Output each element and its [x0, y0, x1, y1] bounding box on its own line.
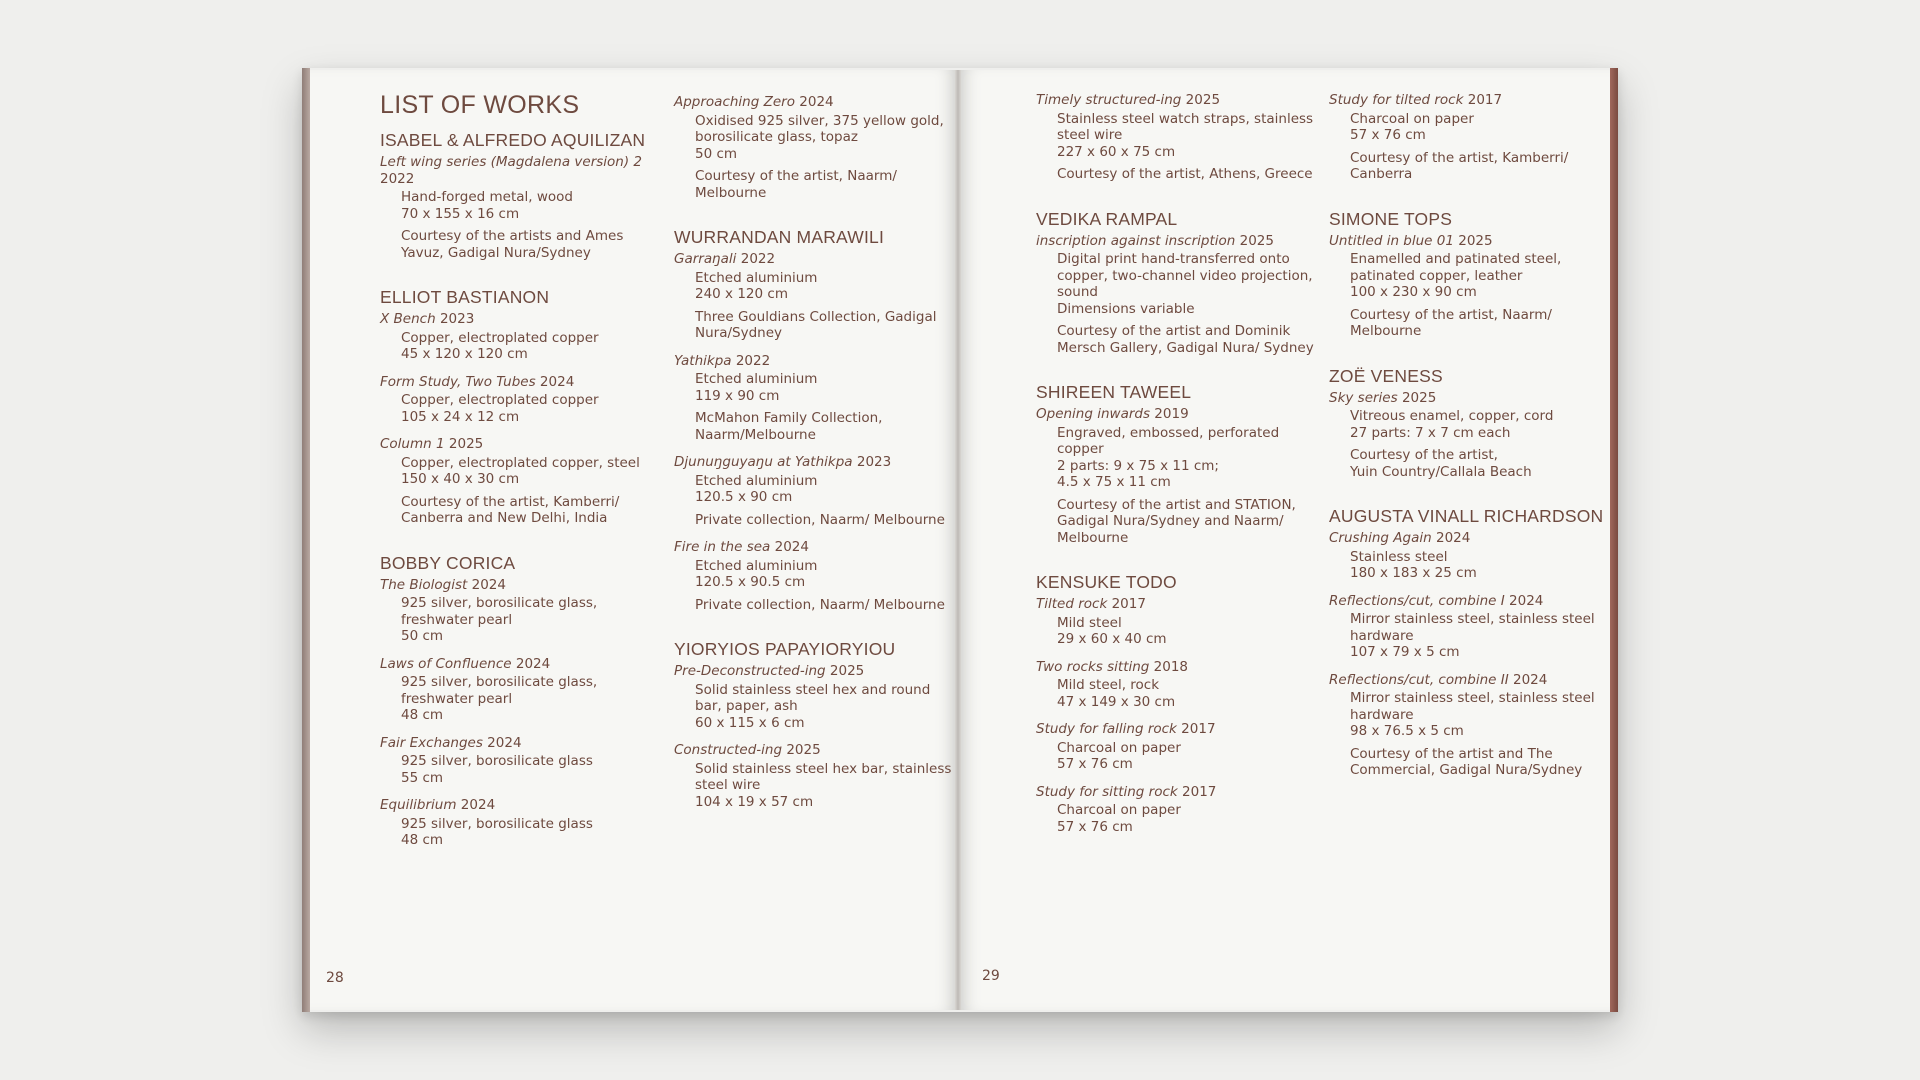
artist-name: SHIREEN TAWEEL [1036, 382, 1192, 402]
work-detail-group [674, 682, 959, 732]
work-detail-group [1329, 447, 1614, 480]
work-detail-group [1329, 690, 1614, 740]
work-detail-line: Charcoal on paper [1057, 739, 1181, 756]
work-title: Fire in the sea [674, 539, 771, 555]
work-title-line [380, 656, 665, 673]
work-detail-line: Courtesy of the artist, [1350, 447, 1498, 463]
cover-edge-right [1610, 68, 1618, 1012]
work-detail-group [1036, 802, 1321, 835]
work-title: Left wing series (Magdalena version) 2 [380, 154, 643, 170]
work-detail-group [674, 168, 959, 201]
work-title-line [1329, 390, 1614, 407]
work-detail-line: 55 cm [401, 769, 444, 786]
work-detail-line: Courtesy of the artist, Naarm/ Melbourne [1350, 306, 1552, 339]
work-detail-line: 4.5 x 75 x 11 cm [1057, 474, 1171, 490]
work-detail-line: Copper, electroplated copper [401, 392, 599, 408]
work-year: 2024 [515, 655, 551, 672]
work-detail-group [380, 674, 665, 724]
artist-entry [1329, 366, 1614, 481]
work-title: Opening inwards [1036, 406, 1150, 422]
work-item [674, 663, 959, 731]
work-detail-line: 925 silver, borosilicate glass [401, 753, 593, 769]
work-detail-line: Vitreous enamel, copper, cord [1350, 408, 1554, 424]
work-title-line [674, 251, 959, 268]
work-detail-group [674, 761, 959, 811]
work-title: Fair Exchanges [380, 734, 483, 751]
work-title-line [1036, 233, 1321, 250]
work-detail-line: McMahon Family Collection, Naarm/Melbourne [695, 410, 883, 443]
work-detail-line: 48 cm [401, 832, 444, 848]
work-detail-line: Etched aluminium [695, 371, 818, 387]
work-title-line [1036, 659, 1321, 676]
work-detail-group [1329, 408, 1614, 441]
work-detail-group [674, 270, 959, 303]
work-title: Yathikpa [674, 352, 732, 369]
artist-entry [1329, 92, 1614, 183]
work-item [1329, 672, 1614, 779]
work-detail-line: 50 cm [695, 145, 738, 162]
artist-entry [380, 130, 665, 261]
work-title-line [1036, 92, 1321, 109]
artist-entry [380, 553, 665, 849]
work-title-line [380, 374, 665, 391]
artist-entry [1036, 92, 1321, 183]
right-page-column-2 [1329, 92, 1614, 805]
page-number-right: 29 [982, 968, 1000, 984]
work-title: Crushing Again [1329, 530, 1432, 546]
work-detail-line: Courtesy of the artist, Kamberri/ Canberra and New Delhi, India [401, 493, 620, 526]
work-item [674, 539, 959, 613]
work-detail-line: Private collection, Naarm/ Melbourne [695, 511, 945, 528]
work-title: X Bench [380, 311, 436, 327]
page-number-left: 28 [326, 970, 344, 986]
work-detail-line: Courtesy of the artist and Dominik Mersch Gallery, Gadigal Nura/ Sydney [1057, 323, 1314, 356]
work-detail-group [674, 113, 959, 163]
page-heading: LIST OF WORKS [380, 91, 580, 119]
work-title: Form Study, Two Tubes [380, 373, 536, 390]
work-detail-group [380, 753, 665, 786]
right-page-column-1 [1036, 92, 1321, 861]
work-title-line [674, 353, 959, 370]
work-item [674, 251, 959, 342]
work-item [1329, 390, 1614, 481]
work-title-line [380, 797, 665, 814]
work-detail-group [674, 597, 959, 614]
work-detail-group [1329, 111, 1614, 144]
work-title-line [1329, 593, 1614, 610]
work-detail-group [380, 189, 665, 222]
artist-name: SIMONE TOPS [1329, 208, 1453, 229]
work-year: 2024 [1435, 530, 1471, 546]
work-title-line [674, 663, 959, 680]
work-detail-line: Etched aluminium [695, 557, 818, 574]
work-detail-line: 105 x 24 x 12 cm [401, 408, 520, 425]
work-detail-line: Yuin Country/Callala Beach [1350, 463, 1532, 480]
work-detail-line: Mirror stainless steel, stainless steel hardware [1350, 690, 1595, 723]
artist-entry [1329, 209, 1614, 340]
work-title: inscription against inscription [1036, 232, 1236, 249]
work-title-line [380, 577, 665, 594]
work-detail-line: 180 x 183 x 25 cm [1350, 565, 1477, 581]
work-detail-line: Courtesy of the artist, Athens, Greece [1057, 166, 1313, 182]
work-title-line [1036, 406, 1321, 423]
work-detail-group [380, 816, 665, 849]
work-detail-line: 120.5 x 90 cm [695, 489, 793, 505]
work-year: 2022 [735, 352, 771, 369]
cover-edge-left [302, 68, 310, 1012]
work-detail-line: 925 silver, borosilicate glass, freshwater pearl [401, 595, 598, 628]
work-title: Reflections/cut, combine I [1329, 592, 1505, 609]
work-detail-group [674, 558, 959, 591]
work-item [1036, 596, 1321, 648]
left-page-column-1 [380, 90, 665, 875]
work-item [674, 742, 959, 810]
work-item [1036, 406, 1321, 546]
work-detail-line: 45 x 120 x 120 cm [401, 346, 528, 362]
work-detail-line: Mild steel [1057, 614, 1122, 631]
work-year: 2025 [786, 742, 821, 758]
work-item [1036, 92, 1321, 183]
work-title: Untitled in blue 01 [1329, 232, 1454, 249]
work-detail-line: Courtesy of the artist, Naarm/ Melbourne [695, 168, 897, 201]
work-detail-line: 240 x 120 cm [695, 286, 788, 302]
work-year: 2024 [1513, 671, 1548, 688]
work-detail-group [1329, 150, 1614, 183]
work-title-line [674, 539, 959, 556]
work-detail-line: 29 x 60 x 40 cm [1057, 631, 1167, 647]
work-year: 2019 [1154, 406, 1189, 422]
work-detail-group [674, 410, 959, 443]
work-detail-line: Courtesy of the artist and The Commercial, Gadigal Nura/Sydney [1350, 745, 1583, 778]
work-detail-line: 47 x 149 x 30 cm [1057, 693, 1176, 710]
work-title-line [1329, 92, 1614, 109]
artist-entry [1036, 572, 1321, 835]
work-detail-line: 925 silver, borosilicate glass [401, 815, 593, 832]
work-item [1329, 233, 1614, 340]
work-detail-line: Etched aluminium [695, 269, 818, 286]
work-detail-line: 120.5 x 90.5 cm [695, 574, 806, 590]
work-year: 2022 [740, 251, 776, 267]
work-detail-group [380, 392, 665, 425]
work-item [380, 374, 665, 426]
work-title-line [674, 454, 959, 471]
work-detail-line: 2 parts: 9 x 75 x 11 cm; [1057, 457, 1219, 474]
work-year: 2024 [460, 797, 496, 813]
work-title-line [1329, 233, 1614, 250]
artist-name: ISABEL & ALFREDO AQUILIZAN [380, 130, 646, 150]
work-item [380, 797, 665, 849]
work-detail-group [674, 512, 959, 529]
work-year: 2017 [1182, 783, 1217, 800]
artist-name: AUGUSTA VINALL RICHARDSON [1329, 506, 1604, 526]
artist-name: VEDIKA RAMPAL [1036, 208, 1178, 229]
work-title: Two rocks sitting [1036, 658, 1150, 675]
work-item [674, 353, 959, 444]
work-detail-line: Charcoal on paper [1350, 110, 1474, 127]
left-page-column-2 [674, 94, 959, 836]
work-year: 2025 [1458, 232, 1493, 249]
work-title: Laws of Confluence [380, 655, 512, 672]
work-year: 2023 [856, 454, 892, 470]
work-title-line [674, 742, 959, 759]
artist-name: WURRANDAN MARAWILI [674, 227, 885, 247]
work-detail-line: Copper, electroplated copper [401, 329, 599, 346]
work-title-line [1036, 596, 1321, 613]
work-detail-group [380, 330, 665, 363]
work-year: 2024 [799, 94, 834, 110]
work-detail-line: 925 silver, borosilicate glass, freshwater pearl [401, 674, 598, 707]
work-item [674, 94, 959, 201]
work-detail-line: Solid stainless steel hex and round bar, paper, ash [695, 681, 931, 714]
work-detail-line: 100 x 230 x 90 cm [1350, 284, 1477, 300]
work-year: 2017 [1111, 596, 1146, 612]
work-detail-line: Mild steel, rock [1057, 677, 1160, 693]
work-title: The Biologist [380, 576, 468, 593]
work-title: Column 1 [380, 436, 445, 452]
work-title-line [380, 154, 665, 187]
artist-name: BOBBY CORICA [380, 552, 516, 573]
work-item [1329, 530, 1614, 582]
work-year: 2017 [1181, 721, 1216, 737]
work-year: 2024 [774, 539, 809, 555]
work-detail-line: 104 x 19 x 57 cm [695, 793, 814, 810]
work-title: Reflections/cut, combine II [1329, 671, 1509, 688]
work-title: Sky series [1329, 389, 1398, 406]
artist-name: KENSUKE TODO [1036, 572, 1177, 592]
work-detail-group [1036, 677, 1321, 710]
work-item [380, 311, 665, 363]
work-detail-line: 27 parts: 7 x 7 cm each [1350, 424, 1511, 441]
work-title-line [380, 735, 665, 752]
work-title: Pre-Deconstructed-ing [674, 663, 826, 679]
artist-entry [674, 94, 959, 201]
work-detail-line: 119 x 90 cm [695, 387, 780, 404]
work-detail-group [380, 455, 665, 488]
work-item [674, 454, 959, 528]
work-title: Tilted rock [1036, 596, 1108, 612]
work-detail-line: 70 x 155 x 16 cm [401, 205, 520, 222]
work-item [380, 577, 665, 645]
artist-entry [380, 287, 665, 527]
work-detail-group [1329, 746, 1614, 779]
work-detail-line: 150 x 40 x 30 cm [401, 471, 520, 487]
work-detail-line: 107 x 79 x 5 cm [1350, 644, 1460, 660]
work-detail-line: Copper, electroplated copper, steel [401, 454, 640, 471]
work-detail-group [674, 371, 959, 404]
work-detail-line: 98 x 76.5 x 5 cm [1350, 723, 1464, 739]
work-detail-line: Stainless steel [1350, 548, 1448, 565]
work-detail-group [1036, 740, 1321, 773]
left-page [308, 70, 956, 1010]
work-detail-line: Solid stainless steel hex bar, stainless steel wire [695, 760, 952, 793]
work-title: Equilibrium [380, 797, 457, 813]
work-detail-group [1036, 166, 1321, 183]
work-title: Garraŋali [674, 251, 737, 267]
work-item [1329, 92, 1614, 183]
work-detail-group [1329, 611, 1614, 661]
work-year: 2022 [380, 170, 415, 187]
work-detail-line: 57 x 76 cm [1350, 127, 1426, 143]
artist-entry [674, 227, 959, 613]
work-year: 2024 [487, 734, 522, 751]
work-item [380, 656, 665, 724]
artist-name: YIORYIOS PAPAYIORYIOU [674, 639, 896, 659]
artist-entry [1036, 382, 1321, 546]
work-year: 2018 [1153, 658, 1189, 675]
work-year: 2025 [829, 663, 865, 679]
work-item [1036, 659, 1321, 711]
work-year: 2023 [439, 311, 475, 327]
work-detail-group [1036, 251, 1321, 317]
work-detail-group [380, 228, 665, 261]
work-title: Study for falling rock [1036, 721, 1177, 737]
work-detail-line: Oxidised 925 silver, 375 yellow gold, borosilicate glass, topaz [695, 112, 944, 145]
artist-entry [1036, 209, 1321, 357]
work-title: Timely structured-ing [1036, 92, 1182, 108]
work-detail-group [1329, 251, 1614, 301]
work-detail-line: Dimensions variable [1057, 300, 1195, 317]
work-detail-group [1036, 111, 1321, 161]
work-item [1036, 233, 1321, 357]
work-detail-line: Courtesy of the artist and STATION, Gadigal Nura/Sydney and Naarm/ Melbourne [1057, 496, 1296, 546]
work-title: Constructed-ing [674, 742, 783, 758]
work-item [380, 735, 665, 787]
work-detail-group [380, 595, 665, 645]
work-year: 2024 [471, 576, 506, 593]
work-detail-group [1036, 615, 1321, 648]
right-page [960, 70, 1612, 1010]
work-year: 2017 [1467, 92, 1503, 108]
work-detail-line: Three Gouldians Collection, Gadigal Nura/Sydney [695, 308, 937, 341]
work-title-line [380, 311, 665, 328]
work-item [380, 154, 665, 261]
work-year: 2025 [1185, 92, 1221, 108]
artist-entry [674, 639, 959, 810]
work-detail-line: 57 x 76 cm [1057, 818, 1133, 835]
artist-name: ZOË VENESS [1329, 365, 1443, 386]
work-detail-group [674, 309, 959, 342]
work-year: 2024 [539, 373, 575, 390]
work-detail-line: Courtesy of the artist, Kamberri/ Canberra [1350, 149, 1569, 182]
work-title-line [1036, 784, 1321, 801]
work-year: 2024 [1509, 592, 1544, 609]
work-detail-line: Etched aluminium [695, 472, 818, 489]
work-detail-group [1329, 307, 1614, 340]
work-title-line [1036, 721, 1321, 738]
work-year: 2025 [1239, 232, 1274, 249]
work-detail-line: Engraved, embossed, perforated copper [1057, 424, 1280, 457]
work-detail-line: 57 x 76 cm [1057, 756, 1133, 772]
work-item [1036, 721, 1321, 773]
work-detail-line: 227 x 60 x 75 cm [1057, 143, 1176, 160]
work-detail-group [1329, 549, 1614, 582]
work-detail-line: Mirror stainless steel, stainless steel hardware [1350, 611, 1595, 644]
work-detail-group [1036, 425, 1321, 491]
work-title-line [674, 94, 959, 111]
work-title: Study for sitting rock [1036, 783, 1178, 800]
work-title-line [1329, 672, 1614, 689]
work-item [1036, 784, 1321, 836]
work-detail-line: Private collection, Naarm/ Melbourne [695, 596, 945, 613]
work-title-line [1329, 530, 1614, 547]
work-item [380, 436, 665, 527]
work-detail-line: Hand-forged metal, wood [401, 189, 573, 205]
work-detail-line: Stainless steel watch straps, stainless steel wire [1057, 110, 1314, 143]
work-title: Study for tilted rock [1329, 92, 1464, 108]
work-detail-line: 50 cm [401, 628, 444, 644]
book-gutter [955, 70, 961, 1010]
work-detail-line: Courtesy of the artists and Ames Yavuz, Gadigal Nura/Sydney [401, 228, 624, 261]
work-detail-line: 60 x 115 x 6 cm [695, 714, 805, 731]
work-detail-line: 48 cm [401, 707, 444, 723]
work-detail-line: Enamelled and patinated steel, patinated copper, leather [1350, 251, 1562, 284]
work-detail-group [1036, 323, 1321, 356]
artist-name: ELLIOT BASTIANON [380, 287, 550, 307]
work-year: 2025 [448, 436, 484, 452]
work-detail-group [674, 473, 959, 506]
work-title-line [380, 436, 665, 453]
work-detail-group [1036, 497, 1321, 547]
work-detail-line: Digital print hand-transferred onto copper, two-channel video projection, sound [1057, 251, 1313, 300]
work-title: Approaching Zero [674, 94, 795, 110]
work-detail-group [380, 494, 665, 527]
work-item [1329, 593, 1614, 661]
work-title: Djunuŋguyaŋu at Yathikpa [674, 454, 853, 470]
work-year: 2025 [1401, 389, 1437, 406]
work-detail-line: Charcoal on paper [1057, 802, 1181, 818]
artist-entry [1329, 506, 1614, 779]
